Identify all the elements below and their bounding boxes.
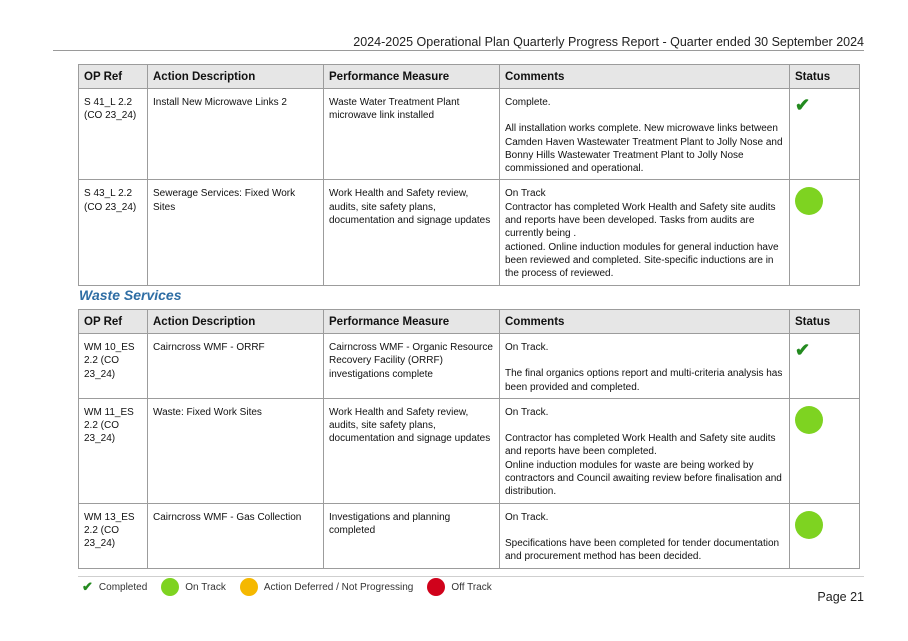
green-circle-icon [795,511,823,539]
action-description-cell: Sewerage Services: Fixed Work Sites [148,180,324,285]
status-cell [790,398,860,503]
comments-detail-text: Contractor has completed Work Health and Safety site audits and reports have been developed. Tasks from audits are currently being . [505,201,776,240]
op-ref-cell: S 41_L 2.2 (CO 23_24) [79,89,148,180]
col-header-performance-measure: Performance Measure [324,65,500,89]
comments-status-text: Complete. [505,97,551,108]
comments-cell [500,180,790,285]
performance-measure-cell: Waste Water Treatment Plant microwave link installed [324,89,500,180]
legend-item-deferred [240,578,414,596]
op-ref-cell: WM 13_ES 2.2 (CO 23_24) [79,503,148,568]
op-ref-cell: WM 11_ES 2.2 (CO 23_24) [79,398,148,503]
col-header-comments: Comments [500,65,790,89]
tick-icon: ✔ [795,340,811,360]
comments-cell [500,89,790,180]
legend-label: On Track [185,581,226,593]
table-row [79,398,860,503]
table-row [79,503,860,568]
action-description-cell: Waste: Fixed Work Sites [148,398,324,503]
amber-circle-icon [240,578,258,596]
legend-item-on-track [161,578,226,596]
legend-label: Action Deferred / Not Progressing [263,581,414,593]
legend-item-off-track [427,578,491,596]
op-ref-cell: S 43_L 2.2 (CO 23_24) [79,180,148,285]
comments-detail-text: All installation works complete. New microwave links between Camden Haven Wastewater Treatment Plant to Jolly Nose and Bonny Hills Wastewater Treatment Plant to Jolly Nose commissioned and operational. [505,123,783,175]
table-row [79,180,860,285]
comments-detail-text: Specifications have been completed for tender documentation and procurement method has been decided. [505,537,780,563]
status-cell [790,180,860,285]
legend-label: Off Track [451,581,492,593]
status-legend [82,578,506,596]
col-header-action-description: Action Description [148,310,324,334]
tick-icon: ✔ [82,579,93,594]
comments-cell [500,334,790,399]
action-description-cell: Cairncross WMF - Gas Collection [148,503,324,568]
performance-measure-cell: Work Health and Safety review, audits, site safety plans, documentation and signage updates [324,180,500,285]
performance-measure-cell: Work Health and Safety review, audits, site safety plans, documentation and signage updates [324,398,500,503]
col-header-performance-measure: Performance Measure [324,310,500,334]
footer-rule [78,576,864,577]
col-header-status: Status [790,65,860,89]
table-header-row [79,310,860,334]
comments-detail-text: Online induction modules for waste are being worked by contractors and Council awaiting review before finalisation and distribution. [505,459,782,498]
col-header-op-ref: OP Ref [79,310,148,334]
table-header-row [79,65,860,89]
legend-item-completed [82,579,147,595]
green-circle-icon [795,187,823,215]
table-row [79,334,860,399]
comments-status-text: On Track. [505,406,549,418]
action-description-cell: Cairncross WMF - ORRF [148,334,324,399]
legend-label: Completed [98,581,148,593]
green-circle-icon [795,406,823,434]
green-circle-icon [161,578,179,596]
performance-measure-cell: Cairncross WMF - Organic Resource Recovery Facility (ORRF) investigations complete [324,334,500,399]
status-cell [790,503,860,568]
action-description-cell: Install New Microwave Links 2 [148,89,324,180]
comments-cell [500,398,790,503]
status-cell [790,89,860,180]
tick-icon: ✔ [795,95,811,115]
op-ref-cell: WM 10_ES 2.2 (CO 23_24) [79,334,148,399]
comments-status-text: On Track. [505,511,549,523]
comments-status-text: On Track. [505,342,549,353]
col-header-status: Status [790,310,860,334]
comments-detail-text: Contractor has completed Work Health and Safety site audits and reports have been completed. [505,433,776,458]
red-circle-icon [427,578,445,596]
sewerage-actions-table [78,64,860,286]
table-row [79,89,860,180]
comments-cell [500,503,790,568]
section-title-waste-services: Waste Services [79,287,182,303]
col-header-comments: Comments [500,310,790,334]
status-cell [790,334,860,399]
waste-actions-table [78,309,860,569]
col-header-op-ref: OP Ref [79,65,148,89]
header-rule [53,50,864,51]
comments-status-text: On Track [505,188,546,200]
performance-measure-cell: Investigations and planning completed [324,503,500,568]
comments-detail-text: actioned. Online induction modules for general induction have been reviewed and completed. Site-specific inductions are in the process of reviewed. [505,241,779,280]
comments-detail-text: The final organics options report and multi-criteria analysis has been provided and completed. [505,368,783,393]
page-header-title: 2024-2025 Operational Plan Quarterly Progress Report - Quarter ended 30 September 2024 [353,35,864,49]
col-header-action-description: Action Description [148,65,324,89]
page-number: Page 21 [817,590,864,604]
